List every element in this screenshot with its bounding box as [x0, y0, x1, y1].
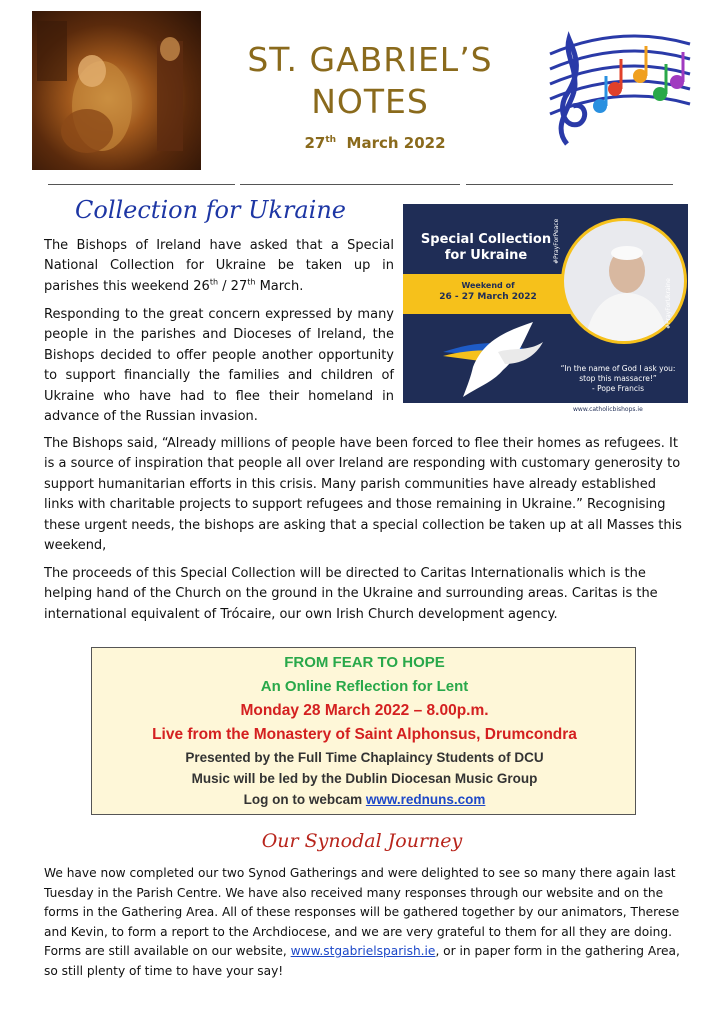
poster-url: www.catholicbishops.ie: [573, 406, 643, 413]
poster-weekend-dates: 26 - 27 March 2022: [439, 292, 537, 302]
ukraine-paragraph-4: The proceeds of this Special Collection will be directed to Caritas Internationalis which is the helping hand of the Church on the ground in the Ukraine and surrounding areas. Caritas is the international equivalent of Trócaire, our own Irish Church development agency.: [44, 566, 658, 622]
poster-quote: “In the name of God I ask you: stop this massacre!” - Pope Francis: [560, 364, 676, 393]
reflection-presenters: Presented by the Full Time Chaplaincy Students of DCU: [185, 750, 544, 765]
ukraine-paragraph-2: Responding to the great concern expressed by many people in the parishes and Dioceses of Ireland, the Bishops decided to offer people another opportunity to support financially the families and children of Ukraine who have had to flee their homeland in advance of the Russian invasion.: [44, 307, 394, 425]
reflection-datetime: Monday 28 March 2022 – 8.00p.m.: [240, 702, 489, 719]
parish-website-link[interactable]: www.stgabrielsparish.ie: [290, 944, 436, 959]
ukraine-heading: Collection for Ukraine: [75, 196, 346, 224]
poster-hashtag-peace: #PrayForPeace: [553, 218, 560, 264]
header-divider-1: [48, 184, 235, 185]
reflection-webcam: Log on to webcam www.rednuns.com: [243, 792, 486, 807]
reflection-location: Live from the Monastery of Saint Alphonsus, Drumcondra: [152, 726, 577, 743]
music-notes-icon: [545, 14, 695, 164]
rednuns-link[interactable]: www.rednuns.com: [365, 792, 486, 807]
dove-icon: [443, 312, 553, 402]
ukraine-paragraph-3: The Bishops said, “Already millions of people have been forced to flee their homes as refugees. It is a source of inspiration that people all over Ireland are responding with customary generosity to support humanitarian efforts in this crisis. Many parish communities have already established links with charitable projects to support refugees and those remaining in Ukraine.” Recognising these urgent needs, the bishops are asking that a special collection be taken up at all Masses this weekend,: [44, 436, 682, 554]
synod-heading: Our Synodal Journey: [261, 830, 463, 852]
poster-footer: [403, 403, 688, 420]
ukraine-collection-poster: [403, 204, 688, 420]
newsletter-title-line1: ST. GABRIEL’S: [247, 40, 493, 79]
header-divider-3: [466, 184, 673, 185]
poster-weekend-label: Weekend of: [461, 281, 515, 290]
ukraine-paragraph-1: The Bishops of Ireland have asked that a Special National Collection for Ukraine be taken up in parishes this weekend 26th / 27th March.: [44, 238, 394, 294]
lent-reflection-box: [91, 647, 636, 815]
issue-date: 27th March 2022: [304, 134, 446, 152]
poster-hashtag-ukraine: #PrayForUkraine: [665, 278, 672, 329]
newsletter-title-line2: NOTES: [311, 82, 429, 121]
synod-paragraph: We have now completed our two Synod Gatherings and were delighted to see so many there again last Tuesday in the Parish Centre. We have also received many responses through our website and on the forms in the Gathering Area. All of these responses will be gathered together by our animators, Therese and Kevin, to form a report to the Archdiocese, and we are very grateful to them for all they are doing. Forms are still available on our website, www.stgabrielsparish.ie, or in paper form in the gathering Area, so still plenty of time to have your say!: [44, 866, 680, 978]
reflection-music: Music will be led by the Dublin Diocesan Music Group: [191, 771, 538, 786]
poster-title: Special Collection for Ukraine: [420, 232, 552, 263]
reflection-title: FROM FEAR TO HOPE: [284, 654, 445, 671]
header-divider-2: [240, 184, 460, 185]
prodigal-son-painting: [32, 11, 201, 170]
reflection-subtitle: An Online Reflection for Lent: [260, 678, 469, 695]
painting-figures: [32, 11, 201, 170]
